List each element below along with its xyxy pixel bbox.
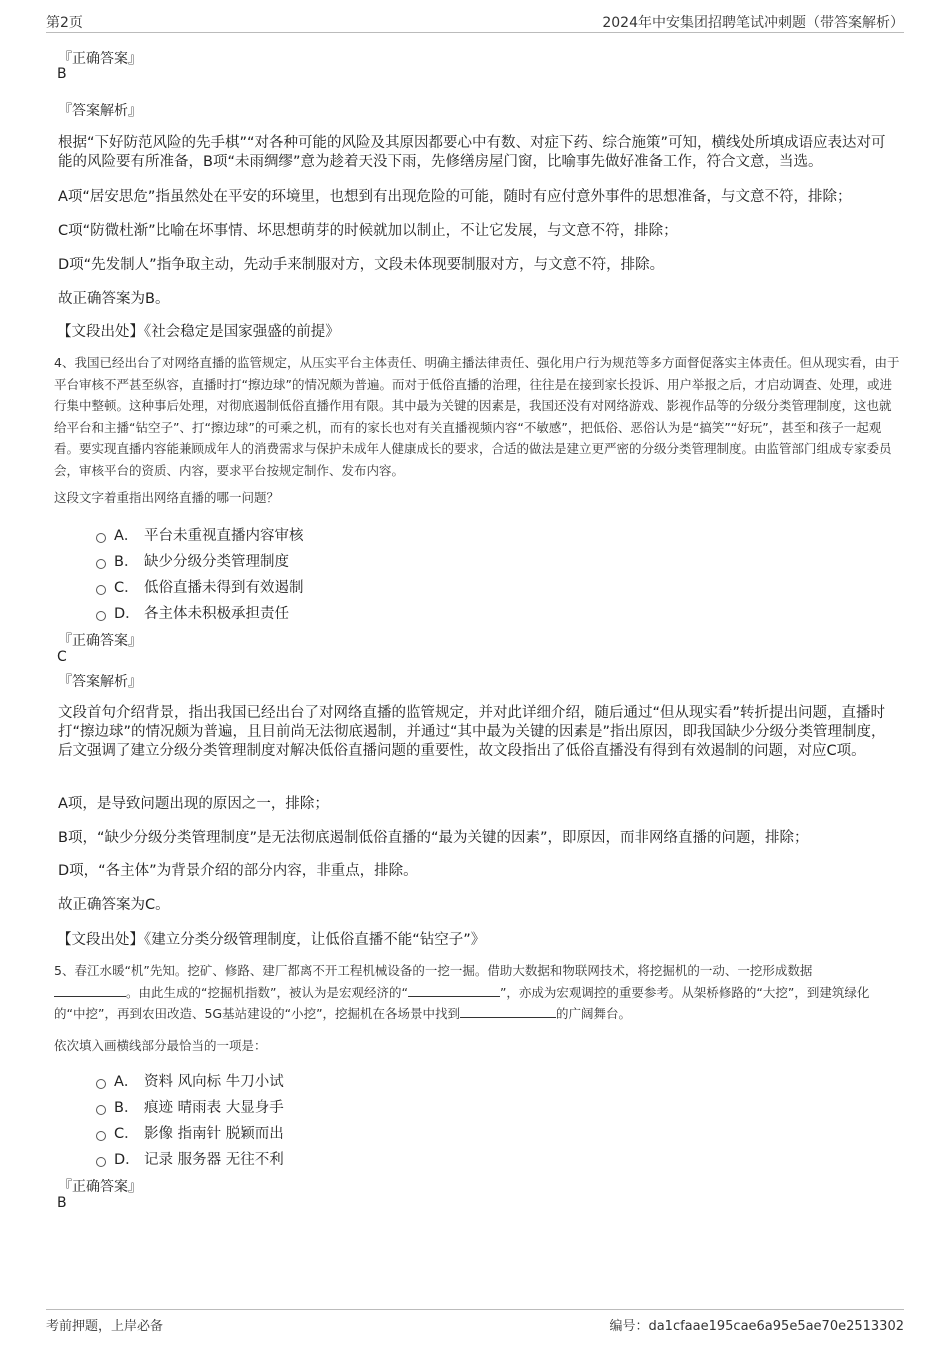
q5-option-a[interactable]: A． 资料 风向标 牛刀小试 — [96, 1070, 284, 1090]
document-title: 2024年中安集团招聘笔试冲刺题（带答案解析） — [602, 15, 904, 31]
source-citation: 【文段出处】《社会稳定是国家强盛的前提》 — [57, 324, 340, 340]
source-citation: 【文段出处】《建立分类分级管理制度，让低俗直播不能“钻空子”》 — [57, 932, 486, 948]
radio-icon[interactable] — [96, 533, 106, 543]
analysis-text: 根据“下好防范风险的先手棋”“对各种可能的风险及其原因都要心中有数、对症下药、综合施策”可知，横线处所填成语应表达对可能的风险要有所准备，B项“未雨绸缪”意为趁着天没下雨，先修缮房屋门窗，比喻事先做好准备工作，符合文意，当选。 — [58, 135, 886, 170]
q5-option-c[interactable]: C． 影像 指南针 脱颖而出 — [96, 1122, 284, 1142]
analysis-note-d: D项“先发制人”指争取主动，先动手来制服对方，文段未体现要制服对方，与文意不符，排除。 — [58, 257, 665, 273]
radio-icon[interactable] — [96, 1131, 106, 1141]
fill-blank-3[interactable] — [460, 1003, 556, 1018]
answer-value: B — [57, 66, 67, 82]
answer-value: B — [57, 1195, 67, 1211]
analysis-note-b: B项，“缺少分级分类管理制度”是无法彻底遏制低俗直播的“最为关键的因素”，即原因，而非网络直播的问题，排除； — [58, 830, 809, 846]
page-footer — [46, 1309, 904, 1334]
analysis-note-a: A项“居安思危”指虽然处在平安的环境里，也想到有出现危险的可能，随时有应付意外事件的思想准备，与文意不符，排除； — [58, 189, 852, 205]
answer-label: 『正确答案』 — [58, 633, 142, 649]
question-5-text: 5、春江水暖“机”先知。挖矿、修路、建厂都离不开工程机械设备的一挖一掘。借助大数据和物联网技术，将挖掘机的一动、一挖形成数据 。由此生成的“挖掘机指数”，被认为是宏观经济的“ ”，亦成为宏观调控的重要参考。从架桥修路的“大挖”，到建筑绿化的“中挖”，再到农田改造、5G基站建设的“小挖”，挖掘机在各场景中找到 的广阔舞台。 — [54, 963, 870, 1021]
q4-option-a[interactable]: A． 平台未重视直播内容审核 — [96, 524, 304, 544]
q4-option-b[interactable]: B． 缺少分级分类管理制度 — [96, 550, 289, 570]
analysis-conclusion: 故正确答案为C。 — [58, 897, 170, 913]
q5-option-b[interactable]: B． 痕迹 晴雨表 大显身手 — [96, 1096, 284, 1116]
radio-icon[interactable] — [96, 585, 106, 595]
analysis-note-c: C项“防微杜渐”比喻在坏事情、坏思想萌芽的时候就加以制止，不让它发展，与文意不符，排除； — [58, 223, 678, 239]
analysis-text: 文段首句介绍背景，指出我国已经出台了对网络直播的监管规定，并对此详细介绍，随后通过“但从现实看”转折提出问题，直播时打“擦边球”的情况颇为普遍，且目前尚无法彻底遏制，并通过“其中最为关键的因素是”指出原因，即我国缺少分级分类管理制度，后文强调了建立分级分类管理制度对解决低俗直播问题的重要性，故文段指出了低俗直播没有得到有效遏制的问题，对应C项。 — [58, 705, 886, 759]
question-4-ask: 这段文字着重指出网络直播的哪一问题？ — [54, 490, 280, 505]
q5-option-d[interactable]: D． 记录 服务器 无往不利 — [96, 1148, 284, 1168]
footer-slogan: 考前押题，上岸必备 — [46, 1319, 164, 1334]
analysis-label: 『答案解析』 — [58, 103, 142, 119]
answer-label: 『正确答案』 — [58, 51, 142, 67]
radio-icon[interactable] — [96, 611, 106, 621]
answer-label: 『正确答案』 — [58, 1179, 142, 1195]
fill-blank-1[interactable] — [54, 982, 126, 997]
document-code: 编号：da1cfaae195cae6a95e5ae70e2513302 — [609, 1319, 904, 1334]
question-5-ask: 依次填入画横线部分最恰当的一项是： — [54, 1038, 267, 1053]
fill-blank-2[interactable] — [408, 982, 500, 997]
answer-value: C — [57, 649, 67, 665]
analysis-label: 『答案解析』 — [58, 674, 142, 690]
radio-icon[interactable] — [96, 1157, 106, 1167]
analysis-note-a: A项，是导致问题出现的原因之一，排除； — [58, 796, 329, 812]
radio-icon[interactable] — [96, 559, 106, 569]
q4-option-d[interactable]: D． 各主体未积极承担责任 — [96, 602, 289, 622]
page-number: 第2页 — [46, 15, 83, 31]
analysis-note-d: D项，“各主体”为背景介绍的部分内容，非重点，排除。 — [58, 863, 418, 879]
question-4-text: 4、我国已经出台了对网络直播的监管规定，从压实平台主体责任、明确主播法律责任、强化用户行为规范等多方面督促落实主体责任。但从现实看，由于平台审核不严甚至纵容，直播时打“擦边球”的情况颇为普遍。而对于低俗直播的治理，往往是在接到家长投诉、用户举报之后，才启动调查、处理，或进行集中整顿。这种事后处理，对彻底遏制低俗直播作用有限。其中最为关键的因素是，我国还没有对网络游戏、影视作品等的分级分类管理制度，这也就给平台和主播“钻空子”、打“擦边球”的可乘之机，而有的家长也对有关直播视频内容“不敏感”，把低俗、恶俗认为是“搞笑”“好玩”，甚至和孩子一起观看。要实现直播内容能兼顾成年人的消费需求与保护未成年人健康成长的要求，合适的做法是建立更严密的分级分类管理制度。由监管部门组成专家委员会，审核平台的资质、内容，要求平台按规定制作、发布内容。 — [54, 355, 900, 478]
radio-icon[interactable] — [96, 1105, 106, 1115]
q4-option-c[interactable]: C． 低俗直播未得到有效遏制 — [96, 576, 304, 596]
page-header — [46, 10, 904, 33]
analysis-conclusion: 故正确答案为B。 — [58, 291, 170, 307]
radio-icon[interactable] — [96, 1079, 106, 1089]
